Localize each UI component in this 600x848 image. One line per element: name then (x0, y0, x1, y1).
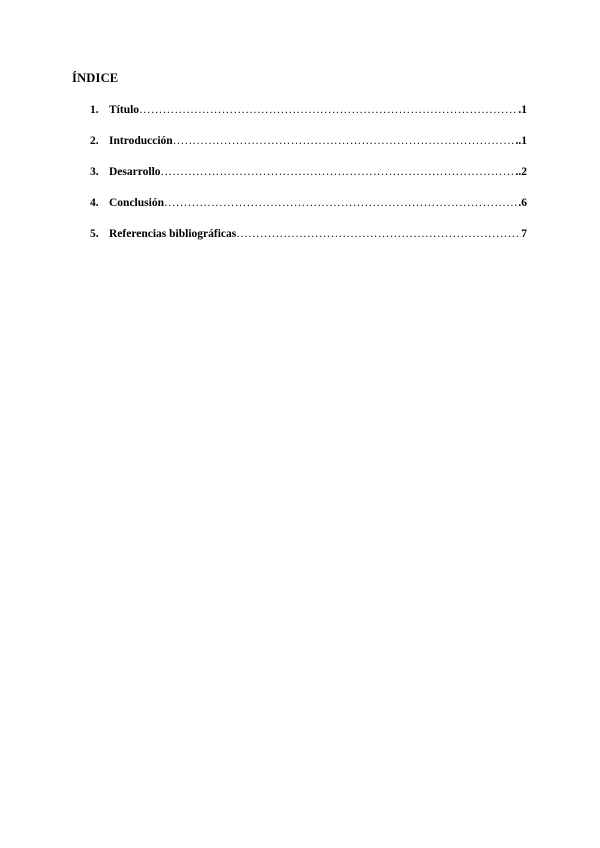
toc-entry-page: ..2 (515, 166, 527, 178)
toc-entry-page: .1 (518, 104, 527, 116)
toc-entry-title: Título (109, 104, 140, 116)
toc-dot-leader (139, 104, 518, 116)
toc-dot-leader (236, 228, 521, 240)
toc-entry-page: 7 (521, 228, 527, 240)
toc-entry-introduccion (90, 135, 527, 166)
toc-entry-title: Referencias bibliográficas (109, 228, 237, 240)
toc-entry-desarrollo (90, 166, 527, 197)
toc-dot-leader (164, 197, 518, 209)
toc-entry-title: Introducción (109, 135, 173, 147)
toc-entry-number: 5. (90, 228, 99, 240)
toc-entry-title: Desarrollo (109, 166, 161, 178)
toc-entry-referencias (90, 228, 527, 259)
index-heading: ÍNDICE (72, 71, 119, 85)
toc-entry-page: ..1 (515, 135, 527, 147)
toc-dot-leader (161, 166, 516, 178)
toc-entry-number: 1. (90, 104, 99, 116)
toc-entry-number: 3. (90, 166, 99, 178)
toc-entry-number: 4. (90, 197, 99, 209)
toc-dot-leader (173, 135, 516, 147)
table-of-contents (90, 104, 527, 259)
toc-entry-conclusion (90, 197, 527, 228)
toc-entry-number: 2. (90, 135, 99, 147)
toc-entry-page: .6 (518, 197, 527, 209)
toc-entry-title: Conclusión (109, 197, 164, 209)
toc-entry-titulo (90, 104, 527, 135)
